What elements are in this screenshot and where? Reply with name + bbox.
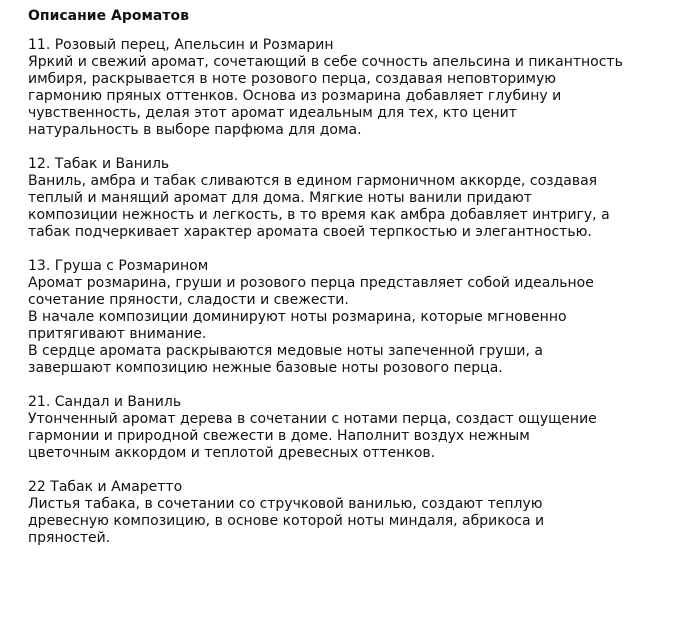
description-line: имбиря, раскрывается в ноте розового перца, создавая неповторимую xyxy=(28,71,557,87)
description-line: чувственность, делая этот аромат идеальным для тех, кто ценит xyxy=(28,105,517,121)
description-line: Ваниль, амбра и табак сливаются в едином гармоничном аккорде, создавая xyxy=(28,173,598,189)
description-line: Утонченный аромат дерева в сочетании с нотами перца, создаст ощущение xyxy=(28,411,597,427)
section-heading: 11. Розовый перец, Апельсин и Розмарин xyxy=(28,37,334,53)
description-line: завершают композицию нежные базовые ноты розового перца. xyxy=(28,360,503,376)
description-line: Листья табака, в сочетании со стручковой ванилью, создают теплую xyxy=(28,496,543,512)
description-line: цветочным аккордом и теплотой древесных оттенков. xyxy=(28,445,436,461)
description-line: Аромат розмарина, груши и розового перца представляет собой идеальное xyxy=(28,275,594,291)
description-line: гармонии и природной свежести в доме. Наполнит воздух нежным xyxy=(28,428,530,444)
scent-section-12 xyxy=(28,156,670,241)
section-heading: 22 Табак и Амаретто xyxy=(28,479,183,495)
scent-section-22 xyxy=(28,479,670,547)
description-line: пряностей. xyxy=(28,530,111,546)
scent-section-21 xyxy=(28,394,670,462)
description-line: натуральность в выборе парфюма для дома. xyxy=(28,122,362,138)
description-line: В сердце аромата раскрываются медовые ноты запеченной груши, а xyxy=(28,343,543,359)
scent-section-11 xyxy=(28,37,670,139)
scent-section-13 xyxy=(28,258,670,377)
description-line: Яркий и свежий аромат, сочетающий в себе сочность апельсина и пикантность xyxy=(28,54,623,70)
description-line: В начале композиции доминируют ноты розмарина, которые мгновенно xyxy=(28,309,567,325)
section-heading: 21. Сандал и Ваниль xyxy=(28,394,182,410)
description-line: композиции нежность и легкость, в то время как амбра добавляет интригу, а xyxy=(28,207,610,223)
section-heading: 12. Табак и Ваниль xyxy=(28,156,170,172)
page-title: Описание Ароматов xyxy=(28,8,189,24)
description-line: теплый и манящий аромат для дома. Мягкие ноты ванили придают xyxy=(28,190,532,206)
section-heading: 13. Груша с Розмарином xyxy=(28,258,209,274)
description-line: гармонию пряных оттенков. Основа из розмарина добавляет глубину и xyxy=(28,88,562,104)
description-line: табак подчеркивает характер аромата своей терпкостью и элегантностью. xyxy=(28,224,592,240)
description-line: сочетание пряности, сладости и свежести. xyxy=(28,292,349,308)
description-line: древесную композицию, в основе которой ноты миндаля, абрикоса и xyxy=(28,513,545,529)
description-line: притягивают внимание. xyxy=(28,326,207,342)
